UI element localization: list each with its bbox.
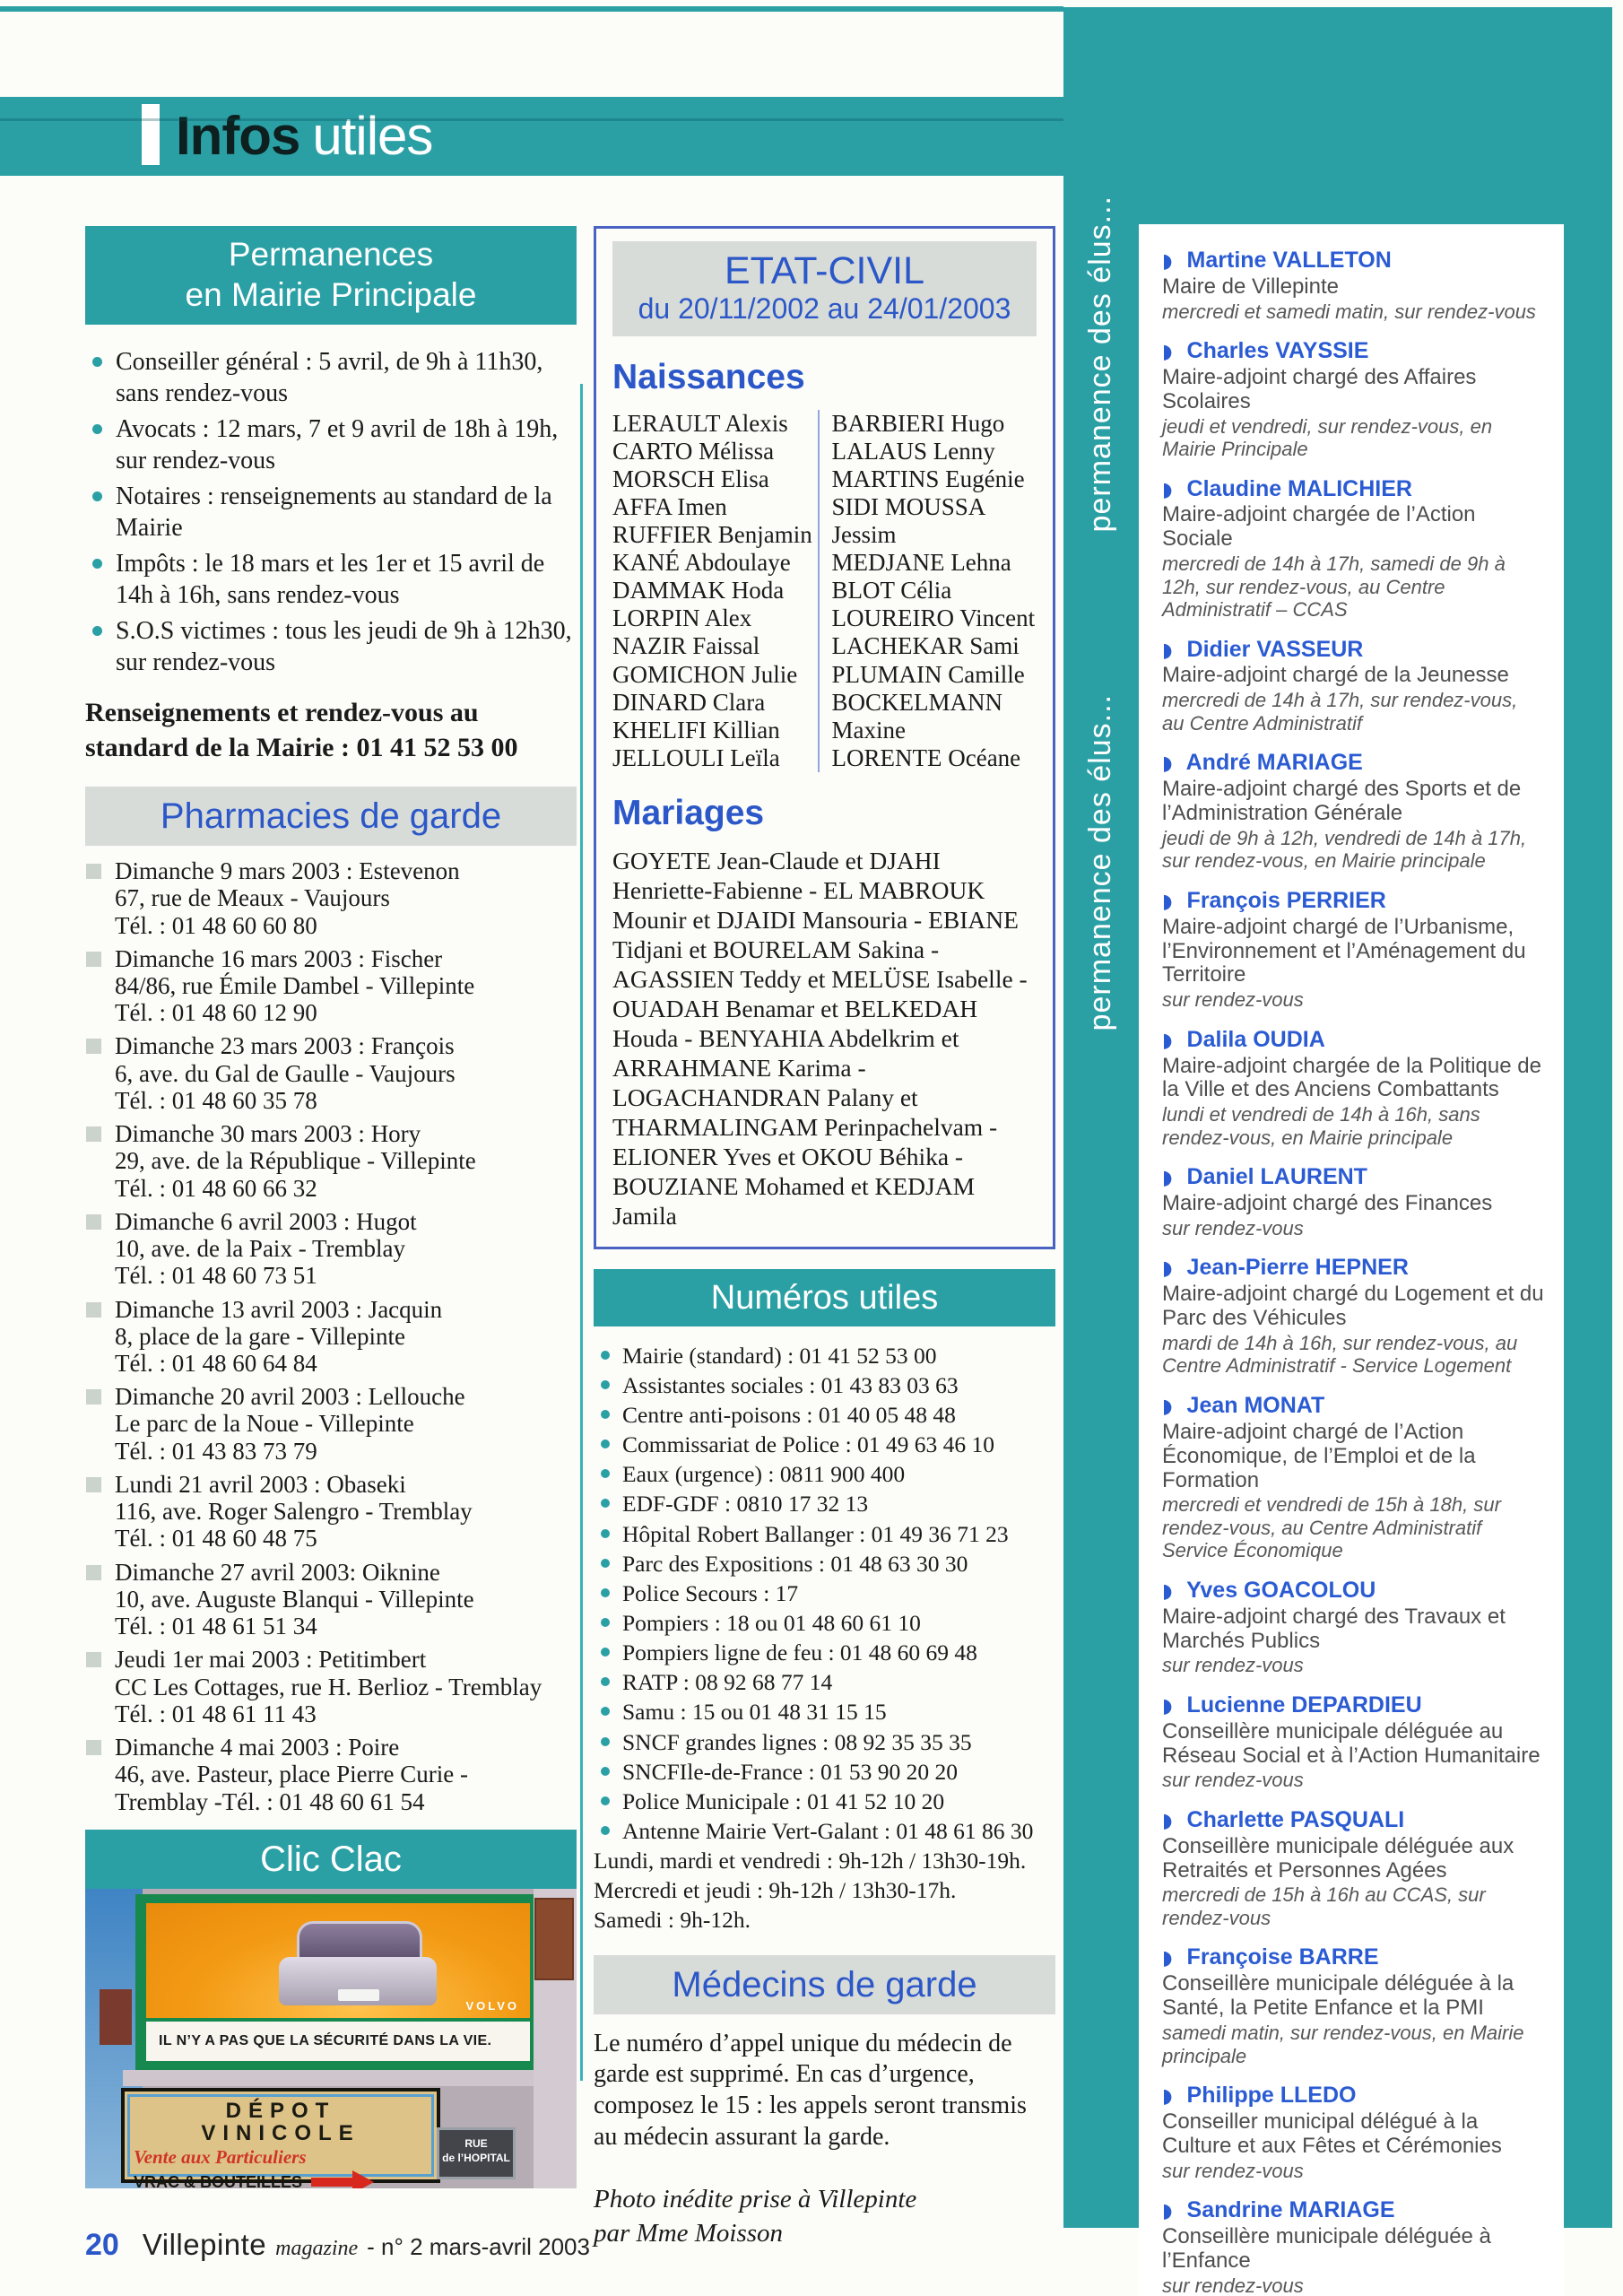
red-arrow-head-icon [352,2170,374,2188]
bullet-dot-icon [601,1767,610,1776]
official-role: Maire-adjoint chargé de la Jeunesse [1162,663,1509,688]
clic-clac-photo [85,1889,577,2188]
official-role: Maire-adjoint chargé du Logement et du Parc des Véhicules [1162,1282,1544,1331]
numero-item-text: Samu : 15 ou 01 48 31 15 15 [622,1699,887,1726]
pharmacy-address: Le parc de la Noue - Villepinte [115,1410,414,1438]
bullet-square-icon [86,1039,101,1054]
half-circle-bullet-icon [1162,639,1173,662]
bullet-square-icon [86,1126,101,1142]
officials-card [1139,224,1564,2296]
official-hours: mercredi et samedi matin, sur rendez-vous [1162,300,1536,323]
numero-item-text: Police Secours : 17 [622,1579,799,1606]
official-entry [1162,2197,1544,2296]
bullet-dot-icon [601,1559,610,1568]
pharmacy-address: CC Les Cottages, rue H. Berlioz - Tremblay [115,1673,542,1700]
naissances-left-list [612,410,818,772]
official-hours: jeudi et vendredi, sur rendez-vous, en Mairie Principale [1162,414,1493,461]
official-role: Maire de Villepinte [1162,274,1340,299]
bullet-dot-icon [92,424,102,434]
naissance-name: PLUMAIN Camille [831,660,1025,688]
bullet-dot-icon [601,1826,610,1835]
official-hours: sur rendez-vous [1162,1654,1304,1677]
medecins-heading: Médecins de garde [594,1955,1055,2014]
street-sign-line1: RUE [464,2136,488,2150]
bullet-square-icon [86,1389,101,1405]
half-circle-bullet-icon [1162,1580,1173,1603]
etat-civil-box [594,226,1055,1249]
naissance-name: BARBIERI Hugo [831,410,1005,438]
billboard-brand: VOLVO [465,1998,519,2013]
bullet-dot-icon [92,559,102,569]
official-hours: mercredi de 14h à 17h, sur rendez-vous, au Centre Administratif [1162,689,1518,735]
pharmacy-date: Dimanche 9 mars 2003 : Estevenon [115,857,460,885]
page-title-strong: Infos [176,106,300,166]
permanence-item [85,413,577,476]
pharmacy-entry [85,1559,577,1640]
schedule-line: Mercredi et jeudi : 9h-12h / 13h30-17h. [594,1877,957,1904]
pharmacy-phone: Tél. : 01 43 83 73 79 [115,1437,317,1465]
naissance-name: LORPIN Alex [612,604,752,632]
official-hours: samedi matin, sur rendez-vous, en Mairie principale [1162,2021,1524,2067]
official-hours: sur rendez-vous [1162,1216,1304,1239]
bullet-dot-icon [601,1737,610,1746]
official-hours: mercredi de 14h à 17h, samedi de 9h à 12h, sur rendez-vous, au Centre Administratif – CCAS [1162,552,1506,622]
pharmacy-date: Jeudi 1er mai 2003 : Petitimbert [115,1646,427,1674]
official-hours: sur rendez-vous [1162,988,1304,1012]
half-circle-bullet-icon [1162,1396,1173,1418]
half-circle-bullet-icon [1162,1167,1173,1189]
naissance-name: KANÉ Abdoulaye [612,549,791,577]
page-footer [85,2228,590,2263]
pharmacy-phone: Tél. : 01 48 60 48 75 [115,1525,317,1552]
official-name: Charles VAYSSIE [1186,338,1369,364]
naissance-name: BOCKELMANN Maxine [831,688,1003,744]
bullet-dot-icon [601,1410,610,1419]
official-name: Philippe LLEDO [1186,2083,1357,2109]
photo-caption-line1: Photo inédite prise à Villepinte [594,2185,917,2214]
photo-wine-sign [121,2088,440,2188]
official-entry [1162,1807,1544,1930]
permanence-item [85,481,577,544]
pharmacy-date: Dimanche 16 mars 2003 : Fischer [115,944,443,972]
official-entry [1162,637,1544,735]
pharmacy-date: Dimanche 13 avril 2003 : Jacquin [115,1295,443,1323]
pharmacy-entry [85,857,577,939]
bullet-square-icon [86,952,101,967]
numero-item [594,1816,1055,1846]
magazine-name: Villepinte [142,2228,267,2261]
naissance-name: SIDI MOUSSA Jessim [831,493,985,549]
bullet-square-icon [86,1214,101,1230]
official-role: Maire-adjoint chargé des Affaires Scolaires [1162,364,1477,413]
photo-caption-line2: par Mme Moisson [594,2219,784,2248]
pharmacy-entry [85,1296,577,1378]
schedule-line: Samedi : 9h-12h. [594,1907,751,1934]
bullet-dot-icon [92,357,102,367]
naissances-right-list [818,410,1037,772]
numeros-schedule [594,1846,1055,1935]
numero-item-text: RATP : 08 92 68 77 14 [622,1669,833,1696]
billboard-ad [146,1903,530,2018]
bullet-square-icon [86,1652,101,1667]
official-hours: lundi et vendredi de 14h à 16h, sans rendez-vous, en Mairie principale [1162,1103,1480,1149]
pharmacy-phone: Tél. : 01 48 60 66 32 [115,1174,317,1202]
wine-sign-bottom: VRAC & BOUTEILLES [134,2172,303,2188]
pharmacy-phone: Tél. : 01 48 61 51 34 [115,1613,317,1640]
pharmacy-phone: Tél. : 01 48 60 60 80 [115,911,317,939]
permanences-heading-line2: en Mairie Principale [185,276,477,314]
numero-item [594,1459,1055,1489]
naissance-name: GOMICHON Julie [612,660,798,688]
naissance-name: LORENTE Océane [831,744,1021,771]
numero-item-text: Parc des Expositions : 01 48 63 30 30 [622,1550,968,1577]
naissance-name: CARTO Mélissa [612,438,775,465]
schedule-line: Lundi, mardi et vendredi : 9h-12h / 13h30-19h. [594,1848,1027,1874]
official-entry [1162,1027,1544,1150]
official-name: Dalila OUDIA [1186,1026,1325,1052]
etat-civil-date-range: du 20/11/2002 au 24/01/2003 [638,292,1011,326]
column-divider [580,384,583,2081]
numero-item [594,1400,1055,1430]
bullet-dot-icon [601,1648,610,1657]
numero-item-text: Centre anti-poisons : 01 40 05 48 48 [622,1401,956,1428]
pharmacy-address: 10, ave. Auguste Blanqui - Villepinte [115,1585,474,1613]
official-role: Maire-adjoint chargé de l’Urbanisme, l’Environnement et l’Aménagement du Territoire [1162,914,1526,987]
official-role: Maire-adjoint chargé des Sports et de l’Administration Générale [1162,777,1522,825]
official-name: Lucienne DEPARDIEU [1186,1692,1422,1718]
official-entry [1162,1255,1544,1378]
sidebar-band [1063,7,1612,2296]
pharmacy-date: Dimanche 6 avril 2003 : Hugot [115,1207,417,1235]
numero-item-text: EDF-GDF : 0810 17 32 13 [622,1491,869,1518]
numero-item [594,1638,1055,1667]
issue-info: - n° 2 mars-avril 2003 [367,2233,590,2260]
naissance-name: MORSCH Elisa [612,465,769,493]
official-name: Didier VASSEUR [1186,636,1364,662]
official-name: Jean-Pierre HEPNER [1186,1255,1409,1281]
naissances-heading: Naissances [612,358,805,397]
naissance-name: DAMMAK Hoda [612,577,785,604]
official-role: Maire-adjoint chargé des Travaux et Marchés Publics [1162,1604,1506,1653]
permanences-heading [85,226,577,325]
sidebar-vertical-label: permanence des élus... [1083,694,1117,1031]
street-sign-line2: de l’HOPITAL [442,2151,510,2164]
official-name: André MARIAGE [1185,750,1363,776]
bullet-square-icon [86,864,101,879]
bullet-dot-icon [92,491,102,501]
naissance-name: LERAULT Alexis [612,410,788,438]
numero-item-text: Hôpital Robert Ballanger : 01 49 36 71 23 [622,1520,1009,1547]
photo-caption [594,2183,1055,2250]
official-name: Daniel LAURENT [1186,1164,1367,1190]
pharmacy-entry [85,1120,577,1202]
bullet-square-icon [86,1565,101,1580]
wine-sign-line1: DÉPOT [225,2098,336,2123]
official-role: Conseillère municipale déléguée aux Retraités et Personnes Agées [1162,1833,1515,1883]
magazine-word: magazine [275,2237,359,2260]
half-circle-bullet-icon [1162,341,1173,363]
half-circle-bullet-icon [1162,1695,1173,1718]
middle-column [594,226,1055,2277]
mariages-text: GOYETE Jean-Claude et DJAHI Henriette-Fabienne - EL MABROUK Mounir et DJAIDI Mansouria - EBIANE Tidjani et BOURELAM Sakina - AGASSIEN Teddy et MELÜSE Isabelle - OUADAH Benamar et BELKEDAH Houda - BENYAHIA Abdelkrim et ARRAHMANE Karima - LOGACHANDRAN Palany et THARMALINGAM Perinpachelvam - ELIONER Yves et OKOU Béhika - BOUZIANE Mohamed et KEDJAM Jamila [612,846,1028,1230]
numero-item-text: Pompiers : 18 ou 01 48 60 61 10 [622,1609,921,1636]
pharmacy-address: 67, rue de Meaux - Vaujours [115,884,390,912]
pharmacy-entry [85,1032,577,1114]
official-name: Claudine MALICHIER [1186,475,1412,501]
pharmacy-entry [85,1208,577,1290]
etat-civil-title: ETAT-CIVIL [725,249,924,292]
pharmacies-list [85,857,577,1815]
official-role: Maire-adjoint chargé de l’Action Économique, de l’Emploi et de la Formation [1162,1419,1476,1492]
photo-shutter [534,1898,574,1980]
naissance-name: RUFFIER Benjamin [612,521,812,549]
bullet-dot-icon [601,1499,610,1508]
official-hours: sur rendez-vous [1162,2274,1304,2296]
pharmacy-address: 8, place de la gare - Villepinte [115,1322,405,1350]
wine-sign-line2: VINICOLE [201,2120,360,2145]
pharmacy-date: Dimanche 20 avril 2003 : Lellouche [115,1383,465,1411]
official-role: Conseillère municipale déléguée à l’Enfance [1162,2223,1491,2273]
numero-item-text: Police Municipale : 01 41 52 10 20 [622,1787,945,1814]
photo-chimney [100,1989,132,2045]
official-name: Yves GOACOLOU [1186,1577,1376,1603]
official-hours: jeudi de 9h à 12h, vendredi de 14h à 17h, sur rendez-vous, en Mairie principale [1162,826,1527,873]
header-accent-bar [142,104,160,165]
half-circle-bullet-icon [1162,2085,1173,2108]
permanence-item [85,346,577,409]
numero-item-text: Eaux (urgence) : 0811 900 400 [622,1461,906,1488]
photo-ledge [123,2070,542,2086]
pharmacy-date: Dimanche 4 mai 2003 : Poire [115,1734,400,1761]
pharmacy-phone: Tél. : 01 48 60 12 90 [115,999,317,1027]
numero-item [594,1519,1055,1549]
numero-item [594,1341,1055,1370]
naissances-columns [612,410,1037,772]
numero-item [594,1667,1055,1697]
pharmacy-phone: Tél. : 01 48 60 73 51 [115,1262,317,1290]
pharmacy-entry [85,1471,577,1552]
bullet-square-icon [86,1477,101,1492]
permanence-item [85,615,577,678]
sidebar-vertical-label: permanence des élus... [1083,196,1117,533]
numero-item [594,1608,1055,1638]
official-hours: mardi de 14h à 16h, sur rendez-vous, au Centre Administratif - Service Logement [1162,1331,1518,1378]
official-role: Conseiller municipal délégué à la Culture et aux Fêtes et Cérémonies [1162,2109,1502,2158]
numero-item-text: SNCF grandes lignes : 08 92 35 35 35 [622,1728,972,1755]
naissance-name: LOUREIRO Vincent [831,604,1036,632]
bullet-dot-icon [601,1529,610,1538]
billboard-caption: IL N’Y A PAS QUE LA SÉCURITÉ DANS LA VIE. [146,2022,530,2061]
official-name: Sandrine MARIAGE [1186,2197,1395,2223]
official-role: Maire-adjoint chargée de l’Action Sociale [1162,502,1476,552]
naissance-name: DINARD Clara [612,688,766,716]
naissance-name: MEDJANE Lehna [831,549,1011,577]
half-circle-bullet-icon [1162,1030,1173,1052]
numero-item-text: Commissariat de Police : 01 49 63 46 10 [622,1431,995,1458]
bullet-dot-icon [601,1469,610,1478]
official-hours: sur rendez-vous [1162,1769,1304,1792]
pharmacy-entry [85,1383,577,1465]
official-entry [1162,1164,1544,1239]
numero-item-text: Mairie (standard) : 01 41 52 53 00 [622,1342,937,1369]
red-arrow-icon [311,2178,352,2187]
naissance-name: LALAUS Lenny [831,438,995,465]
official-entry [1162,1578,1544,1677]
numero-item-text: Assistantes sociales : 01 43 83 03 63 [622,1371,959,1398]
numero-item [594,1787,1055,1816]
street-sign [437,2127,516,2179]
official-entry [1162,2083,1544,2182]
permanence-item [85,548,577,611]
bullet-dot-icon [92,626,102,636]
page-number: 20 [85,2228,119,2262]
bullet-dot-icon [601,1588,610,1597]
naissance-name: BLOT Célia [831,577,952,604]
top-trim-strip [0,6,1063,12]
numero-item [594,1370,1055,1400]
official-name: Jean MONAT [1186,1393,1325,1418]
bullet-square-icon [86,1740,101,1755]
numeros-list [594,1341,1055,1846]
official-entry [1162,338,1544,461]
bullet-dot-icon [601,1618,610,1627]
half-circle-bullet-icon [1162,250,1173,273]
pharmacy-address: 6, ave. du Gal de Gaulle - Vaujours [115,1059,456,1087]
numeros-heading: Numéros utiles [594,1269,1055,1326]
naissance-name: AFFA Imen [612,493,727,521]
numero-item [594,1489,1055,1518]
permanences-note: Renseignements et rendez-vous au standard de la Mairie : 01 41 52 53 00 [85,698,518,762]
numero-item [594,1549,1055,1578]
numero-item-text: Pompiers ligne de feu : 01 48 60 69 48 [622,1639,977,1666]
pharmacy-date: Lundi 21 avril 2003 : Obaseki [115,1470,406,1498]
pharmacy-address: 46, ave. Pasteur, place Pierre Curie - [115,1761,469,1788]
numero-item [594,1430,1055,1459]
official-name: François PERRIER [1186,887,1386,913]
naissance-name: KHELIFI Killian [612,716,780,744]
permanence-item-text: Avocats : 12 mars, 7 et 9 avril de 18h à 19h, sur rendez-vous [116,415,559,475]
permanence-item-text: Impôts : le 18 mars et les 1er et 15 avril de 14h à 16h, sans rendez-vous [116,550,545,610]
official-name: Françoise BARRE [1186,1944,1379,1970]
pharmacy-phone: Tél. : 01 48 60 35 78 [115,1086,317,1114]
pharmacy-address: 116, ave. Roger Salengro - Tremblay [115,1498,473,1526]
bullet-dot-icon [601,1439,610,1448]
medecins-text: Le numéro d’appel unique du médecin de garde est supprimé. En cas d’urgence, composez le 15 : les appels seront transmis au médecin assurant la garde. [594,2029,1027,2151]
pharmacy-phone: Tél. : 01 48 60 64 84 [115,1350,317,1378]
photo-billboard [135,1894,541,2070]
pharmacy-entry [85,1646,577,1727]
half-circle-bullet-icon [1162,479,1173,501]
half-circle-bullet-icon [1162,1947,1173,1970]
pharmacies-heading: Pharmacies de garde [85,787,577,846]
official-role: Conseillère municipale déléguée au Réseau Social et à l’Action Humanitaire [1162,1718,1541,1768]
left-column [85,226,577,2188]
permanence-item-text: Conseiller général : 5 avril, de 9h à 11h30, sans rendez-vous [116,348,543,408]
official-entry [1162,1944,1544,2067]
clic-clac-heading: Clic Clac [85,1830,577,1889]
numero-item [594,1757,1055,1787]
half-circle-bullet-icon [1162,891,1173,913]
half-circle-bullet-icon [1162,752,1173,775]
official-entry [1162,1393,1544,1562]
pharmacy-phone: Tél. : 01 48 61 11 43 [115,1700,317,1727]
numero-item-text: SNCFIle-de-France : 01 53 90 20 20 [622,1758,958,1785]
bullet-square-icon [86,1302,101,1318]
pharmacy-address: 84/86, rue Émile Dambel - Villepinte [115,971,475,999]
official-entry [1162,888,1544,1012]
etat-civil-heading [612,241,1037,336]
pharmacy-phone: Tremblay -Tél. : 01 48 60 61 54 [115,1787,425,1815]
half-circle-bullet-icon [1162,1257,1173,1280]
bullet-dot-icon [601,1380,610,1389]
bullet-dot-icon [601,1707,610,1716]
numero-item [594,1578,1055,1608]
official-role: Maire-adjoint chargé des Finances [1162,1191,1493,1216]
pharmacy-address: 29, ave. de la République - Villepinte [115,1147,476,1175]
page-title-light: utiles [312,106,433,166]
pharmacy-date: Dimanche 30 mars 2003 : Hory [115,1120,421,1148]
naissance-name: LACHEKAR Sami [831,632,1020,660]
bullet-dot-icon [601,1677,610,1686]
official-hours: sur rendez-vous [1162,2159,1304,2182]
pharmacy-date: Dimanche 27 avril 2003: Oiknine [115,1558,440,1586]
pharmacy-date: Dimanche 23 mars 2003 : François [115,1032,455,1060]
wine-sign-script: Vente aux Particuliers [134,2146,307,2169]
mariages-heading: Mariages [612,793,765,832]
official-name: Martine VALLETON [1186,248,1392,273]
official-role: Conseillère municipale déléguée à la Santé, la Petite Enfance et la PMI [1162,1971,1515,2021]
official-entry [1162,1692,1544,1792]
numero-item [594,1697,1055,1726]
bullet-dot-icon [601,1351,610,1360]
car-plate [338,1989,379,2001]
permanences-list [85,346,577,678]
official-entry [1162,750,1544,873]
naissance-name: NAZIR Faissal [612,632,760,660]
pharmacy-entry [85,945,577,1027]
naissance-name: JELLOULI Leïla [612,744,780,771]
official-role: Maire-adjoint chargée de la Politique de la Ville et des Anciens Combattants [1162,1053,1541,1102]
official-entry [1162,476,1544,622]
official-name: Charlette PASQUALI [1186,1806,1405,1832]
bullet-dot-icon [601,1796,610,1805]
naissance-name: MARTINS Eugénie [831,465,1025,493]
numero-item-text: Antenne Mairie Vert-Galant : 01 48 61 86 30 [622,1817,1034,1844]
half-circle-bullet-icon [1162,2200,1173,2222]
permanence-item-text: Notaires : renseignements au standard de la Mairie [116,483,552,543]
permanences-heading-line1: Permanences [228,236,434,273]
pharmacy-entry [85,1734,577,1815]
half-circle-bullet-icon [1162,1810,1173,1832]
official-hours: mercredi de 15h à 16h au CCAS, sur rendez-vous [1162,1883,1486,1929]
numero-item [594,1727,1055,1757]
official-entry [1162,248,1544,323]
official-hours: mercredi et vendredi de 15h à 18h, sur rendez-vous, au Centre Administratif Service Économique [1162,1493,1501,1562]
pharmacy-address: 10, ave. de la Paix - Tremblay [115,1235,405,1263]
permanence-item-text: S.O.S victimes : tous les jeudi de 9h à 12h30, sur rendez-vous [116,617,572,677]
